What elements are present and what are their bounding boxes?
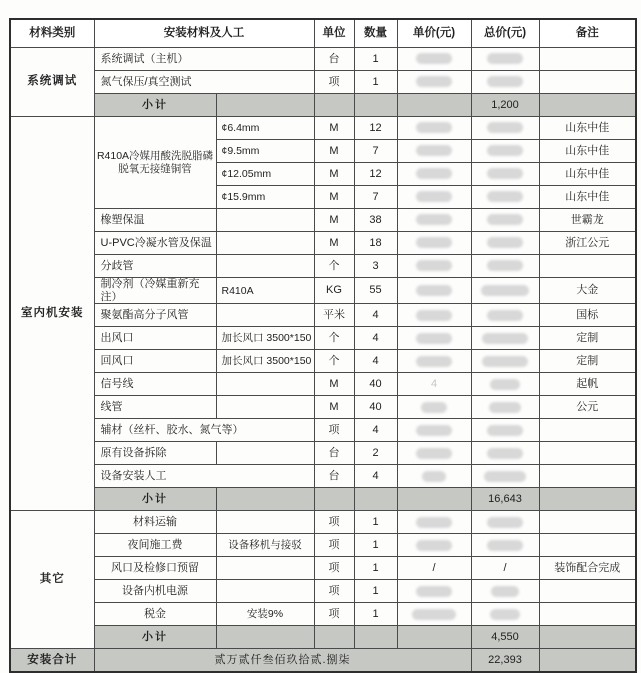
header-remark: 备注 — [539, 19, 636, 48]
spec-cell — [216, 255, 314, 278]
subtotal-label: 小计 — [94, 488, 216, 511]
header-total-price: 总价(元) — [471, 19, 539, 48]
table-row — [10, 396, 636, 419]
unit-cell: 项 — [314, 557, 354, 580]
unit-cell: 项 — [314, 603, 354, 626]
subtotal-unit-price — [397, 626, 471, 649]
total-price-cell — [471, 327, 539, 350]
item-cell: 线管 — [94, 396, 216, 419]
unit-price-cell — [397, 48, 471, 71]
unit-price-cell — [397, 396, 471, 419]
redacted-value — [487, 540, 523, 551]
unit-price-cell — [397, 327, 471, 350]
table-row — [10, 327, 636, 350]
total-price-cell — [471, 186, 539, 209]
remark-cell — [539, 48, 636, 71]
qty-cell: 4 — [354, 465, 397, 488]
qty-cell: 1 — [354, 603, 397, 626]
qty-cell: 12 — [354, 163, 397, 186]
qty-cell: 4 — [354, 350, 397, 373]
redacted-value — [416, 168, 452, 179]
subtotal-value: 1,200 — [471, 94, 539, 117]
subtotal-row — [10, 626, 636, 649]
redacted-value — [487, 310, 523, 321]
table-row — [10, 557, 636, 580]
table-row — [10, 304, 636, 327]
unit-cell: M — [314, 117, 354, 140]
unit-price-cell — [397, 350, 471, 373]
unit-price-cell — [397, 117, 471, 140]
total-price-cell — [471, 278, 539, 304]
subtotal-row — [10, 94, 636, 117]
item-cell: U-PVC冷凝水管及保温 — [94, 232, 216, 255]
total-price-cell — [471, 163, 539, 186]
redacted-value — [416, 237, 452, 248]
installation-quote-table — [9, 18, 637, 673]
redacted-value — [487, 214, 523, 225]
total-price-cell — [471, 534, 539, 557]
remark-cell: 国标 — [539, 304, 636, 327]
qty-cell: 1 — [354, 557, 397, 580]
remark-cell: 起帆 — [539, 373, 636, 396]
remark-cell — [539, 419, 636, 442]
unit-price-cell — [397, 278, 471, 304]
remark-cell: 浙江公元 — [539, 232, 636, 255]
unit-cell: 台 — [314, 442, 354, 465]
spec-cell — [216, 304, 314, 327]
header-unit-price: 单价(元) — [397, 19, 471, 48]
redacted-value — [416, 586, 452, 597]
qty-cell: 40 — [354, 396, 397, 419]
subtotal-unit — [314, 94, 354, 117]
header-category: 材料类别 — [10, 19, 94, 48]
unit-price-cell — [397, 186, 471, 209]
subtotal-spec — [216, 94, 314, 117]
subtotal-qty — [354, 94, 397, 117]
table-row — [10, 232, 636, 255]
redacted-value — [416, 333, 452, 344]
qty-cell: 1 — [354, 48, 397, 71]
unit-price-cell — [397, 304, 471, 327]
table-row — [10, 603, 636, 626]
category-cell: 室内机安装 — [10, 117, 94, 511]
unit-cell: 台 — [314, 465, 354, 488]
item-cell: 橡塑保温 — [94, 209, 216, 232]
remark-cell: 装饰配合完成 — [539, 557, 636, 580]
subtotal-spec — [216, 488, 314, 511]
qty-cell: 1 — [354, 511, 397, 534]
subtotal-label: 小计 — [94, 626, 216, 649]
remark-cell — [539, 511, 636, 534]
item-cell: 制冷剂（冷媒重新充注） — [94, 278, 216, 304]
spec-cell — [216, 442, 314, 465]
header-qty: 数量 — [354, 19, 397, 48]
remark-cell: 公元 — [539, 396, 636, 419]
header-unit: 单位 — [314, 19, 354, 48]
unit-price-cell — [397, 209, 471, 232]
item-cell: 回风口 — [94, 350, 216, 373]
qty-cell: 7 — [354, 140, 397, 163]
unit-price-cell: 4 — [397, 373, 471, 396]
subtotal-unit — [314, 626, 354, 649]
subtotal-qty — [354, 488, 397, 511]
redacted-value — [487, 53, 523, 64]
remark-cell — [539, 580, 636, 603]
redacted-value — [487, 517, 523, 528]
item-cell: 风口及检修口预留 — [94, 557, 216, 580]
remark-cell — [539, 465, 636, 488]
redacted-value — [416, 356, 452, 367]
total-price-cell — [471, 140, 539, 163]
redacted-value — [490, 379, 520, 390]
spec-cell — [216, 511, 314, 534]
unit-price-cell — [397, 255, 471, 278]
grand-total-row — [10, 649, 636, 673]
table-row — [10, 117, 636, 140]
unit-price-cell — [397, 442, 471, 465]
subtotal-qty — [354, 626, 397, 649]
unit-cell: M — [314, 140, 354, 163]
redacted-value — [491, 586, 519, 597]
item-cell: 税金 — [94, 603, 216, 626]
unit-cell: 个 — [314, 255, 354, 278]
item-cell: 原有设备拆除 — [94, 442, 216, 465]
subtotal-unit — [314, 488, 354, 511]
subtotal-value: 16,643 — [471, 488, 539, 511]
redacted-value — [487, 168, 523, 179]
redacted-value — [416, 540, 452, 551]
subtotal-unit-price — [397, 94, 471, 117]
unit-cell: M — [314, 163, 354, 186]
table-row — [10, 209, 636, 232]
remark-cell: 山东中佳 — [539, 186, 636, 209]
item-cell: 设备安装人工 — [94, 465, 314, 488]
spec-cell: ¢6.4mm — [216, 117, 314, 140]
redacted-value — [487, 448, 523, 459]
subtotal-remark — [539, 488, 636, 511]
unit-price-cell — [397, 603, 471, 626]
category-cell: 系统调试 — [10, 48, 94, 117]
redacted-value — [416, 260, 452, 271]
item-cell: 辅材（丝杆、胶水、氮气等） — [94, 419, 314, 442]
unit-price-cell — [397, 163, 471, 186]
total-price-cell — [471, 419, 539, 442]
total-price-cell — [471, 373, 539, 396]
unit-price-cell — [397, 71, 471, 94]
grand-total-label: 安装合计 — [10, 649, 94, 673]
total-price-cell — [471, 232, 539, 255]
table-row — [10, 465, 636, 488]
redacted-value — [416, 517, 452, 528]
unit-cell: M — [314, 209, 354, 232]
total-price-cell — [471, 511, 539, 534]
table-row — [10, 511, 636, 534]
redacted-value — [412, 609, 456, 620]
redacted-value — [422, 471, 446, 482]
qty-cell: 40 — [354, 373, 397, 396]
unit-price-cell — [397, 465, 471, 488]
total-price-cell — [471, 603, 539, 626]
unit-price-cell — [397, 534, 471, 557]
item-cell: 氮气保压/真空测试 — [94, 71, 314, 94]
subtotal-unit-price — [397, 488, 471, 511]
remark-cell: 世霸龙 — [539, 209, 636, 232]
spec-cell — [216, 580, 314, 603]
subtotal-remark — [539, 626, 636, 649]
subtotal-spec — [216, 626, 314, 649]
redacted-value — [487, 191, 523, 202]
qty-cell: 1 — [354, 71, 397, 94]
header-item: 安装材料及人工 — [94, 19, 314, 48]
item-cell: 设备内机电源 — [94, 580, 216, 603]
subtotal-row — [10, 488, 636, 511]
spec-cell: ¢12.05mm — [216, 163, 314, 186]
table-row — [10, 419, 636, 442]
unit-cell: M — [314, 396, 354, 419]
redacted-value — [416, 285, 452, 296]
unit-cell: 项 — [314, 580, 354, 603]
qty-cell: 1 — [354, 534, 397, 557]
redacted-value — [416, 76, 452, 87]
total-price-cell — [471, 350, 539, 373]
table-row — [10, 48, 636, 71]
total-price-cell — [471, 117, 539, 140]
redacted-value — [487, 76, 523, 87]
unit-price-cell: / — [397, 557, 471, 580]
unit-cell: 个 — [314, 327, 354, 350]
unit-price-cell — [397, 232, 471, 255]
remark-cell — [539, 71, 636, 94]
remark-cell: 山东中佳 — [539, 163, 636, 186]
unit-price-cell — [397, 580, 471, 603]
unit-price-cell — [397, 511, 471, 534]
qty-cell: 4 — [354, 327, 397, 350]
redacted-value — [487, 122, 523, 133]
remark-cell — [539, 534, 636, 557]
redacted-value — [487, 237, 523, 248]
qty-cell: 4 — [354, 419, 397, 442]
item-cell: 聚氨酯高分子风管 — [94, 304, 216, 327]
redacted-value — [416, 191, 452, 202]
qty-cell: 12 — [354, 117, 397, 140]
total-price-cell — [471, 255, 539, 278]
spec-cell — [216, 209, 314, 232]
total-price-cell — [471, 304, 539, 327]
qty-cell: 4 — [354, 304, 397, 327]
redacted-value — [490, 609, 520, 620]
redacted-value — [484, 471, 526, 482]
spec-cell: 加长风口 3500*150 — [216, 350, 314, 373]
unit-cell: 项 — [314, 511, 354, 534]
table-row — [10, 278, 636, 304]
redacted-value — [421, 402, 447, 413]
redacted-value — [416, 448, 452, 459]
qty-cell: 7 — [354, 186, 397, 209]
total-price-cell — [471, 465, 539, 488]
table-row — [10, 255, 636, 278]
redacted-value — [487, 145, 523, 156]
redacted-value — [416, 425, 452, 436]
redacted-value — [416, 122, 452, 133]
qty-cell: 3 — [354, 255, 397, 278]
qty-cell: 38 — [354, 209, 397, 232]
grand-total-remark — [539, 649, 636, 673]
remark-cell — [539, 255, 636, 278]
unit-cell: 台 — [314, 48, 354, 71]
category-cell: 其它 — [10, 511, 94, 649]
unit-cell: 平米 — [314, 304, 354, 327]
total-price-cell: / — [471, 557, 539, 580]
subtotal-remark — [539, 94, 636, 117]
unit-cell: M — [314, 232, 354, 255]
total-price-cell — [471, 71, 539, 94]
redacted-value — [481, 285, 529, 296]
header-row — [10, 19, 636, 48]
spec-cell: R410A — [216, 278, 314, 304]
unit-cell: 项 — [314, 419, 354, 442]
spec-cell: 安装9% — [216, 603, 314, 626]
unit-cell: M — [314, 373, 354, 396]
spec-cell: 加长风口 3500*150 — [216, 327, 314, 350]
total-price-cell — [471, 442, 539, 465]
quotation-sheet — [9, 18, 637, 673]
remark-cell: 定制 — [539, 350, 636, 373]
total-price-cell — [471, 580, 539, 603]
total-price-cell — [471, 48, 539, 71]
item-cell: 分歧管 — [94, 255, 216, 278]
spec-cell: 设备移机与接驳 — [216, 534, 314, 557]
table-row — [10, 373, 636, 396]
table-row — [10, 350, 636, 373]
subtotal-label: 小计 — [94, 94, 216, 117]
subtotal-value: 4,550 — [471, 626, 539, 649]
unit-cell: 个 — [314, 350, 354, 373]
spec-cell: ¢9.5mm — [216, 140, 314, 163]
redacted-value — [482, 356, 528, 367]
remark-cell — [539, 442, 636, 465]
unit-cell: 项 — [314, 71, 354, 94]
table-row — [10, 534, 636, 557]
table-row — [10, 71, 636, 94]
redacted-value — [489, 402, 521, 413]
table-row — [10, 442, 636, 465]
spec-cell — [216, 373, 314, 396]
table-row — [10, 580, 636, 603]
remark-cell — [539, 603, 636, 626]
spec-cell — [216, 396, 314, 419]
unit-cell: M — [314, 186, 354, 209]
remark-cell: 山东中佳 — [539, 140, 636, 163]
total-price-cell — [471, 209, 539, 232]
item-cell: R410A冷媒用酸洗脱脂磷脱氧无接缝铜管 — [94, 117, 216, 209]
item-cell: 材料运输 — [94, 511, 216, 534]
redacted-value — [416, 214, 452, 225]
spec-cell — [216, 232, 314, 255]
unit-price-cell — [397, 419, 471, 442]
grand-total-value: 22,393 — [471, 649, 539, 673]
grand-total-words: 贰万贰仟叁佰玖拾贰.捌柒 — [94, 649, 471, 673]
item-cell: 夜间施工费 — [94, 534, 216, 557]
qty-cell: 55 — [354, 278, 397, 304]
item-cell: 出风口 — [94, 327, 216, 350]
remark-cell: 大金 — [539, 278, 636, 304]
redacted-value — [416, 145, 452, 156]
redacted-value — [487, 260, 523, 271]
spec-cell: ¢15.9mm — [216, 186, 314, 209]
qty-cell: 18 — [354, 232, 397, 255]
unit-cell: KG — [314, 278, 354, 304]
redacted-value — [482, 333, 528, 344]
remark-cell: 定制 — [539, 327, 636, 350]
remark-cell: 山东中佳 — [539, 117, 636, 140]
redacted-value — [416, 53, 452, 64]
redacted-value — [416, 310, 452, 321]
total-price-cell — [471, 396, 539, 419]
unit-cell: 项 — [314, 534, 354, 557]
redacted-value — [487, 425, 523, 436]
item-cell: 信号线 — [94, 373, 216, 396]
spec-cell — [216, 557, 314, 580]
qty-cell: 2 — [354, 442, 397, 465]
qty-cell: 1 — [354, 580, 397, 603]
item-cell: 系统调试（主机） — [94, 48, 314, 71]
unit-price-cell — [397, 140, 471, 163]
